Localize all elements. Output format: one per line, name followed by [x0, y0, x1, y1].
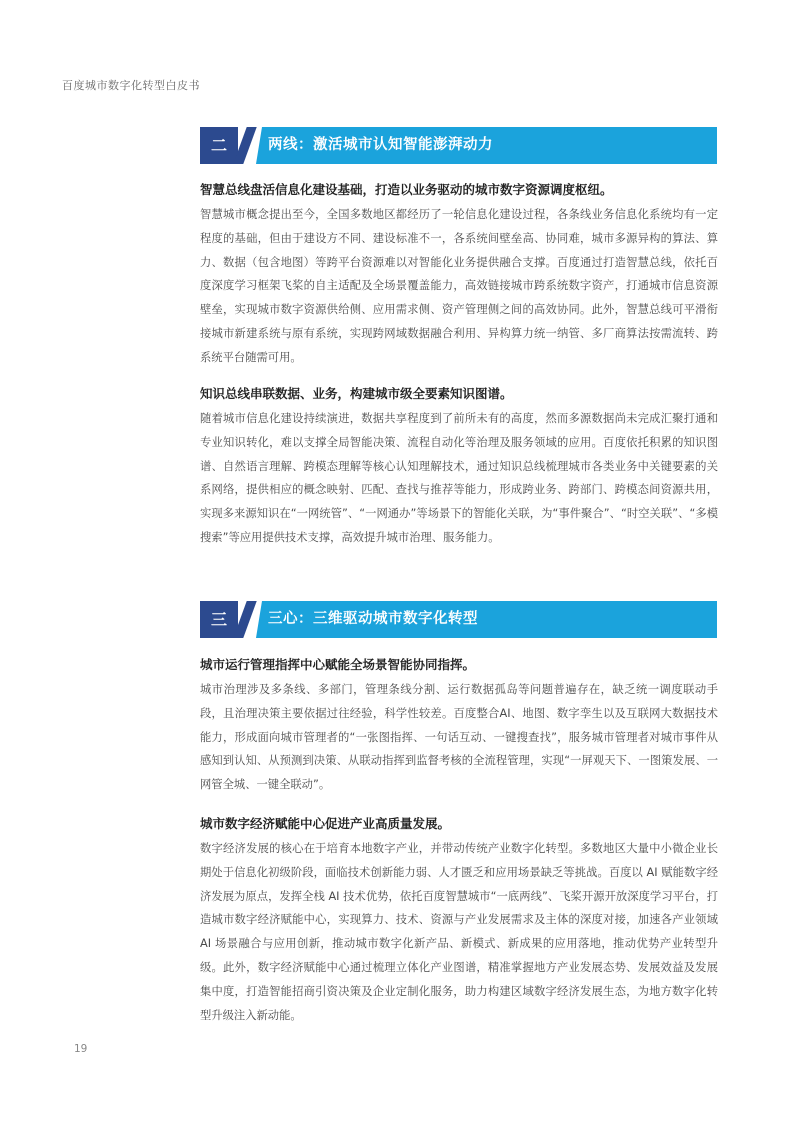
paragraph-heading: 城市数字经济赋能中心促进产业高质量发展。 [200, 816, 451, 831]
paragraph-block [200, 385, 718, 550]
paragraph-heading: 城市运行管理指挥中心赋能全场景智能协同指挥。 [200, 657, 476, 672]
paragraph-body: 城市治理涉及多条线、多部门，管理条线分割、运行数据孤岛等问题普遍存在，缺乏统一调度联动手段，且治理决策主要依据过往经验，科学性较差。百度整合AI、地图、数字孪生以及互联网大数据技术能力，形成面向城市管理者的“一张图指挥、一句话互动、一键搜查找”，服务城市管理者对城市事件从感知到认知、从预测到决策、从联动指挥到监督考核的全流程管理，实现“一屏观天下、一图策发展、一网管全城、一键全联动”。 [200, 683, 718, 792]
paragraph-body: 数字经济发展的核心在于培育本地数字产业，并带动传统产业数字化转型。多数地区大量中小微企业长期处于信息化初级阶段，面临技术创新能力弱、人才匮乏和应用场景缺乏等挑战。百度以 AI 赋能数字经济发展为原点，发挥全栈 AI 技术优势，依托百度智慧城市“一底两线”、飞桨开源开放深度学习平台，打造城市数字经济赋能中心，实现算力、技术、资源与产业发展需求及主体的深度对接，加速各产业领域 AI 场景融合与应用创新，推动城市数字化新产品、新模式、新成果的应用落地，推动优势产业转型升级。此外，数字经济赋能中心通过梳理立体化产业图谱，精准掌握地方产业发展态势、发展效益及发展集中度，打造智能招商引资决策及企业定制化服务，助力构建区域数字经济发展生态，为地方数字化转型升级注入新动能。 [200, 842, 718, 1022]
section-banner-three [200, 601, 717, 638]
page-number: 19 [74, 1043, 88, 1055]
paragraph-heading: 知识总线串联数据、业务，构建城市级全要素知识图谱。 [200, 386, 513, 401]
paragraph-block [200, 815, 718, 1027]
paragraph-body: 随着城市信息化建设持续演进，数据共享程度到了前所未有的高度，然而多源数据尚未完成汇聚打通和专业知识转化，难以支撑全局智能决策、流程自动化等治理及服务领域的应用。百度依托积累的知识图谱、自然语言理解、跨模态理解等核心认知理解技术，通过知识总线梳理城市各类业务中关键要素的关系网络，提供相应的概念映射、匹配、查找与推荐等能力，形成跨业务、跨部门、跨模态间资源共用，实现多来源知识在“一网统管”、“一网通办”等场景下的智能化关联，为“事件聚合”、“时空关联”、“多模搜索”等应用提供技术支撑，高效提升城市治理、服务能力。 [200, 412, 718, 544]
paragraph-block [200, 656, 718, 797]
paragraph-block [200, 181, 718, 370]
section-number: 二 [200, 127, 238, 164]
paragraph-body: 智慧城市概念提出至今，全国多数地区都经历了一轮信息化建设过程，各条线业务信息化系统均有一定程度的基础，但由于建设方不同、建设标准不一，各系统间壁垒高、协同难，城市多源异构的算法、算力、数据（包含地图）等跨平台资源难以对智能化业务提供融合支撑。百度通过打造智慧总线，依托百度深度学习框架飞桨的自主适配及全场景覆盖能力，高效链接城市跨系统数字资产，打通城市信息资源壁垒，实现城市数字资源供给侧、应用需求侧、资产管理侧之间的高效协同。此外，智慧总线可平滑衔接城市新建系统与原有系统，实现跨网域数据融合利用、异构算力统一纳管、多厂商算法按需流转、跨系统平台随需可用。 [200, 208, 718, 364]
section-banner-two [200, 127, 717, 164]
section-title: 三心：三维驱动城市数字化转型 [268, 611, 478, 627]
running-header: 百度城市数字化转型白皮书 [62, 79, 200, 92]
section-title: 两线：激活城市认知智能澎湃动力 [268, 137, 493, 153]
section-number: 三 [200, 601, 238, 638]
paragraph-heading: 智慧总线盘活信息化建设基础，打造以业务驱动的城市数字资源调度枢纽。 [200, 182, 613, 197]
